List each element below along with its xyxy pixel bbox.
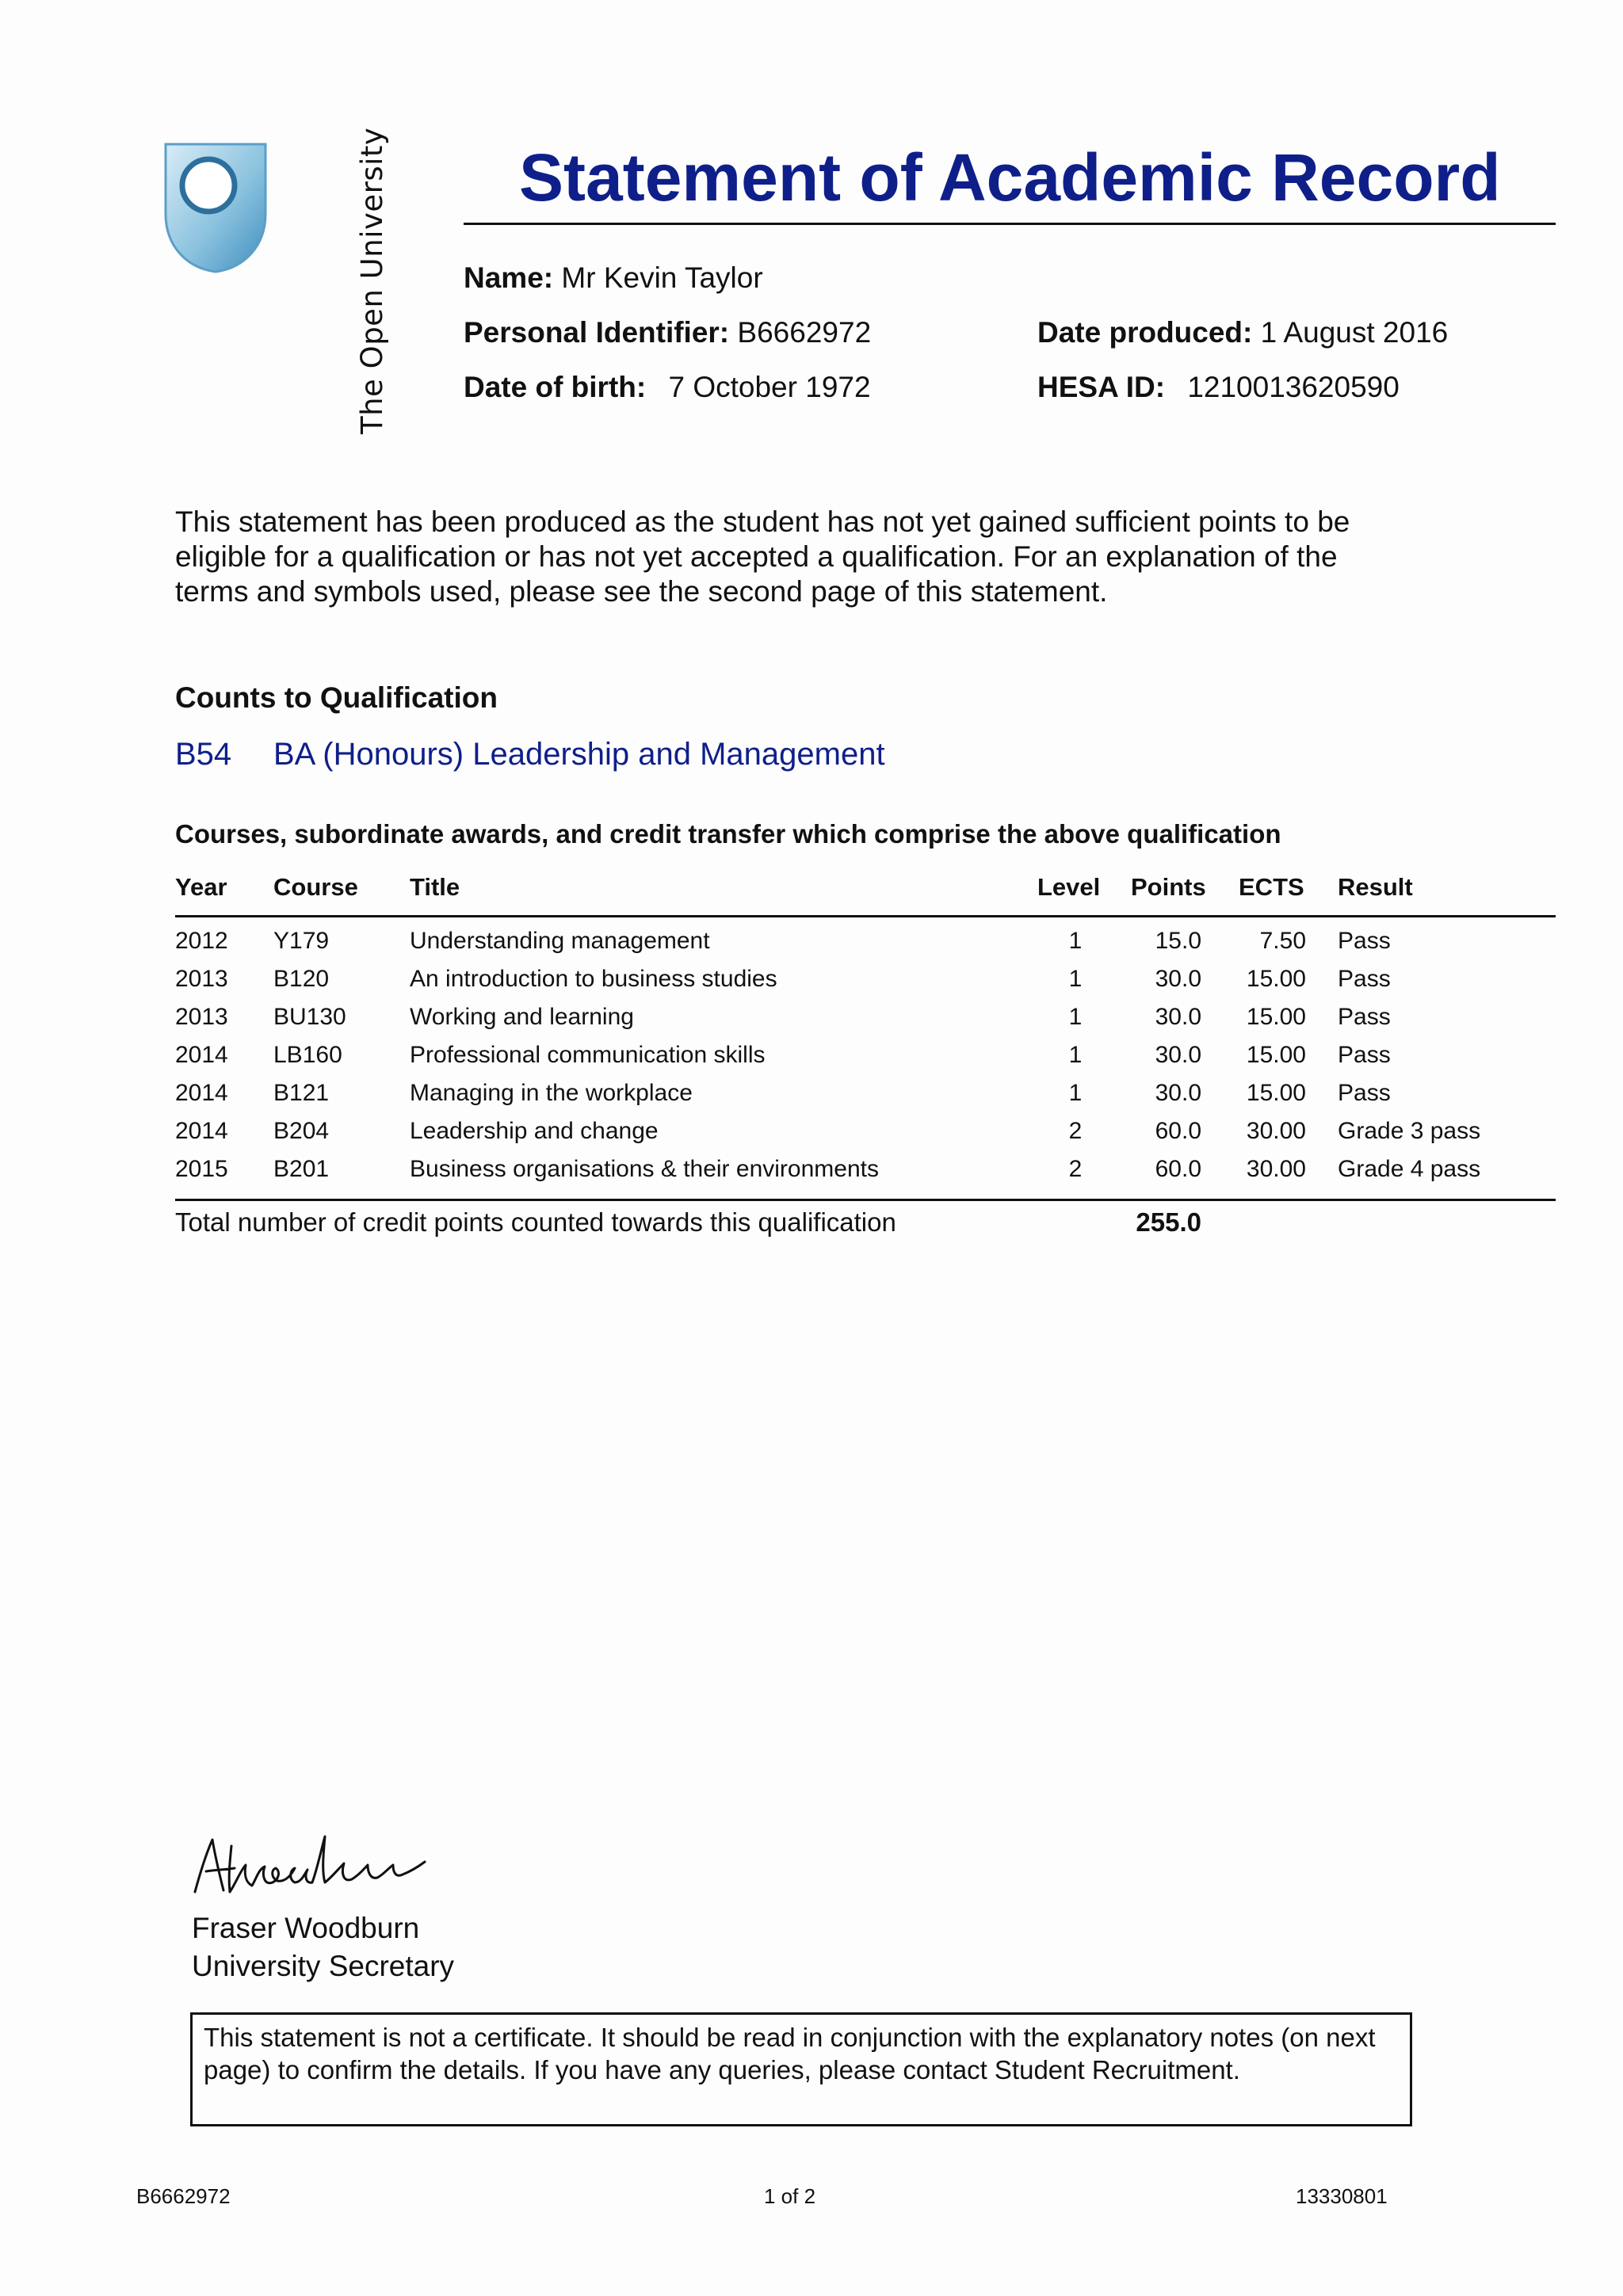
cell-points: 30.0 bbox=[1155, 1080, 1201, 1106]
personal-identifier-row bbox=[464, 316, 871, 349]
cell-course: BU130 bbox=[273, 1004, 346, 1030]
cell-level: 2 bbox=[1068, 1156, 1083, 1182]
table-row bbox=[0, 928, 1623, 966]
table-row bbox=[0, 1004, 1623, 1042]
column-header-ects: ECTS bbox=[1239, 873, 1304, 901]
date-of-birth: 7 October 1972 bbox=[668, 371, 871, 403]
total-points-label: Total number of credit points counted towards this qualification bbox=[175, 1207, 896, 1237]
hesa-id-row bbox=[1037, 371, 1400, 404]
disclaimer-box: This statement is not a certificate. It should be read in conjunction with the explanatory notes (on next page) to confirm the details. If you have any queries, please contact Student Recruitment. bbox=[190, 2012, 1412, 2126]
cell-result: Pass bbox=[1338, 928, 1391, 954]
cell-year: 2013 bbox=[175, 1004, 228, 1030]
table-footer-divider bbox=[175, 1199, 1556, 1201]
cell-title: Leadership and change bbox=[410, 1118, 659, 1144]
column-header-result: Result bbox=[1338, 873, 1413, 901]
column-header-year: Year bbox=[175, 873, 227, 901]
column-header-title: Title bbox=[410, 873, 460, 901]
student-name-row bbox=[464, 261, 763, 295]
title-divider bbox=[464, 223, 1556, 225]
qualification-code: B54 bbox=[175, 737, 232, 772]
cell-year: 2013 bbox=[175, 966, 228, 992]
cell-course: B121 bbox=[273, 1080, 330, 1106]
page-number: 1 of 2 bbox=[764, 2184, 816, 2208]
cell-title: Managing in the workplace bbox=[410, 1080, 693, 1106]
qualification-title: BA (Honours) Leadership and Management bbox=[273, 737, 885, 772]
university-wordmark: The Open University bbox=[355, 127, 389, 434]
open-university-shield-logo bbox=[162, 141, 269, 274]
cell-points: 60.0 bbox=[1155, 1118, 1201, 1144]
cell-points: 30.0 bbox=[1155, 1042, 1201, 1068]
cell-ects: 15.00 bbox=[1246, 1080, 1306, 1106]
cell-level: 1 bbox=[1068, 966, 1083, 992]
cell-year: 2014 bbox=[175, 1042, 228, 1068]
date-produced: 1 August 2016 bbox=[1260, 316, 1449, 349]
table-row bbox=[0, 1042, 1623, 1080]
cell-ects: 7.50 bbox=[1259, 928, 1306, 954]
cell-title: Working and learning bbox=[410, 1004, 634, 1030]
cell-year: 2014 bbox=[175, 1118, 228, 1144]
personal-identifier: B6662972 bbox=[737, 316, 872, 349]
cell-course: B120 bbox=[273, 966, 330, 992]
cell-course: B201 bbox=[273, 1156, 330, 1182]
courses-heading: Courses, subordinate awards, and credit transfer which comprise the above qualification bbox=[175, 819, 1281, 849]
date-of-birth-row bbox=[464, 371, 871, 404]
cell-title: Understanding management bbox=[410, 928, 710, 954]
cell-ects: 30.00 bbox=[1246, 1156, 1306, 1182]
date-produced-row bbox=[1037, 316, 1448, 349]
cell-level: 1 bbox=[1068, 1042, 1083, 1068]
cell-result: Pass bbox=[1338, 966, 1391, 992]
cell-year: 2015 bbox=[175, 1156, 228, 1182]
cell-level: 1 bbox=[1068, 928, 1083, 954]
signatory-name: Fraser Woodburn bbox=[192, 1912, 420, 1944]
student-name: Mr Kevin Taylor bbox=[561, 261, 763, 294]
cell-course: Y179 bbox=[273, 928, 330, 954]
table-header-divider bbox=[175, 915, 1556, 917]
signatory-role: University Secretary bbox=[192, 1950, 455, 1982]
column-header-course: Course bbox=[273, 873, 358, 901]
qualification-heading: Counts to Qualification bbox=[175, 681, 498, 714]
name-label: Name: bbox=[464, 261, 554, 294]
cell-course: B204 bbox=[273, 1118, 330, 1144]
cell-level: 2 bbox=[1068, 1118, 1083, 1144]
table-row bbox=[0, 966, 1623, 1004]
cell-level: 1 bbox=[1068, 1080, 1083, 1106]
date-produced-label: Date produced: bbox=[1037, 316, 1253, 349]
cell-result: Grade 3 pass bbox=[1338, 1118, 1481, 1144]
cell-points: 60.0 bbox=[1155, 1156, 1201, 1182]
footer-identifier: B6662972 bbox=[136, 2184, 231, 2208]
table-row bbox=[0, 1156, 1623, 1194]
cell-title: Professional communication skills bbox=[410, 1042, 766, 1068]
cell-year: 2012 bbox=[175, 928, 228, 954]
cell-ects: 30.00 bbox=[1246, 1118, 1306, 1144]
hesa-id-label: HESA ID: bbox=[1037, 371, 1166, 403]
table-row bbox=[0, 1080, 1623, 1118]
total-points-value: 255.0 bbox=[1136, 1207, 1201, 1237]
cell-ects: 15.00 bbox=[1246, 966, 1306, 992]
footer-document-number: 13330801 bbox=[1296, 2184, 1388, 2208]
column-header-level: Level bbox=[1037, 873, 1101, 901]
cell-ects: 15.00 bbox=[1246, 1042, 1306, 1068]
cell-points: 15.0 bbox=[1155, 928, 1201, 954]
cell-result: Grade 4 pass bbox=[1338, 1156, 1481, 1182]
cell-course: LB160 bbox=[273, 1042, 342, 1068]
cell-title: Business organisations & their environments bbox=[410, 1156, 879, 1182]
hesa-id: 1210013620590 bbox=[1187, 371, 1400, 403]
column-header-points: Points bbox=[1131, 873, 1206, 901]
intro-paragraph: This statement has been produced as the student has not yet gained sufficient points to be eligible for a qualification or has not yet accepted a qualification. For an explanation of the terms and symbols used, please see the second page of this statement. bbox=[175, 505, 1350, 608]
cell-points: 30.0 bbox=[1155, 1004, 1201, 1030]
personal-identifier-label: Personal Identifier: bbox=[464, 316, 730, 349]
cell-result: Pass bbox=[1338, 1004, 1391, 1030]
cell-result: Pass bbox=[1338, 1042, 1391, 1068]
handwritten-signature bbox=[189, 1830, 426, 1901]
cell-year: 2014 bbox=[175, 1080, 228, 1106]
cell-title: An introduction to business studies bbox=[410, 966, 777, 992]
cell-level: 1 bbox=[1068, 1004, 1083, 1030]
cell-points: 30.0 bbox=[1155, 966, 1201, 992]
date-of-birth-label: Date of birth: bbox=[464, 371, 647, 403]
page-title: Statement of Academic Record bbox=[519, 140, 1501, 215]
cell-result: Pass bbox=[1338, 1080, 1391, 1106]
table-row bbox=[0, 1118, 1623, 1156]
cell-ects: 15.00 bbox=[1246, 1004, 1306, 1030]
